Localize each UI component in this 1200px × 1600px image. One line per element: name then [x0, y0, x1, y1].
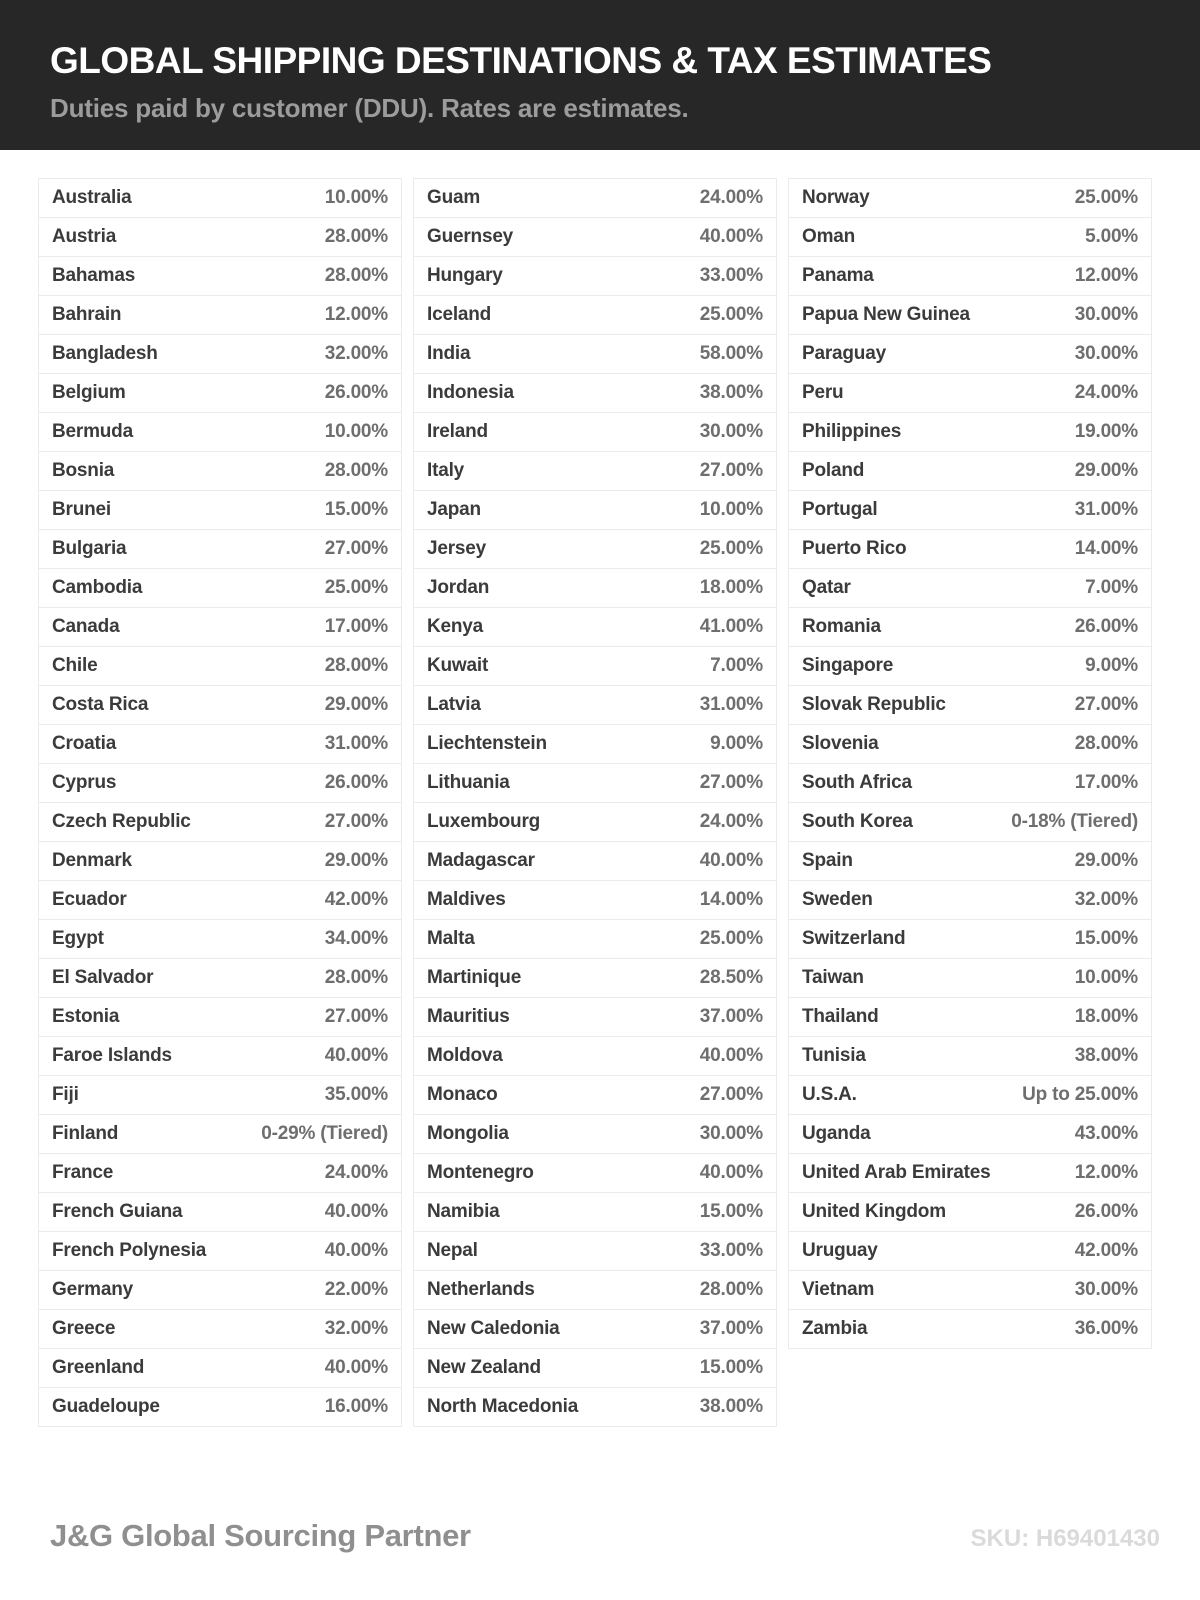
table-row: [788, 413, 1152, 452]
country-name: U.S.A.: [802, 1084, 857, 1105]
country-name: Bahamas: [52, 265, 136, 286]
country-name: Sweden: [802, 889, 873, 910]
rate-value: 40.00%: [324, 1357, 388, 1378]
table-row: [38, 179, 402, 218]
table-row: [413, 530, 777, 569]
country-name: Chile: [52, 655, 98, 676]
country-name: Liechtenstein: [427, 733, 547, 754]
rate-value: 31.00%: [1074, 499, 1138, 520]
rate-value: 17.00%: [324, 616, 388, 637]
country-name: South Korea: [802, 811, 913, 832]
table-row: [413, 764, 777, 803]
table-row: [38, 335, 402, 374]
country-name: Kenya: [427, 616, 484, 637]
rate-value: 33.00%: [699, 265, 763, 286]
rate-value: 36.00%: [1074, 1318, 1138, 1339]
table-row: [788, 1271, 1152, 1310]
rate-value: 30.00%: [1074, 343, 1138, 364]
table-row: [38, 1388, 402, 1427]
rate-value: 40.00%: [324, 1240, 388, 1261]
country-name: Bahrain: [52, 304, 122, 325]
country-name: Canada: [52, 616, 120, 637]
table-row: [413, 1115, 777, 1154]
table-row: [413, 959, 777, 998]
rate-value: 15.00%: [1074, 928, 1138, 949]
rate-value: 43.00%: [1074, 1123, 1138, 1144]
table-row: [413, 1271, 777, 1310]
country-name: United Kingdom: [802, 1201, 946, 1222]
country-name: Fiji: [52, 1084, 79, 1105]
table-row: [788, 1037, 1152, 1076]
rate-value: 26.00%: [324, 382, 388, 403]
country-name: Latvia: [427, 694, 481, 715]
country-name: Panama: [802, 265, 874, 286]
rate-value: 35.00%: [324, 1084, 388, 1105]
country-name: Philippines: [802, 421, 902, 442]
table-row: [788, 881, 1152, 920]
table-row: [413, 998, 777, 1037]
table-row: [413, 842, 777, 881]
rates-column-2: [413, 178, 777, 1427]
table-row: [413, 569, 777, 608]
country-name: Namibia: [427, 1201, 500, 1222]
rate-value: 27.00%: [1074, 694, 1138, 715]
table-row: [788, 569, 1152, 608]
rate-value: 42.00%: [1074, 1240, 1138, 1261]
country-name: Brunei: [52, 499, 111, 520]
rate-value: 28.00%: [699, 1279, 763, 1300]
country-name: Moldova: [427, 1045, 503, 1066]
rate-value: 9.00%: [710, 733, 763, 754]
country-name: Costa Rica: [52, 694, 149, 715]
brand-name: J&G Global Sourcing Partner: [50, 1518, 471, 1553]
table-row: [413, 1388, 777, 1427]
country-name: Ireland: [427, 421, 488, 442]
country-name: Slovak Republic: [802, 694, 946, 715]
country-name: Guam: [427, 187, 481, 208]
rate-value: 29.00%: [1074, 460, 1138, 481]
rate-value: 18.00%: [699, 577, 763, 598]
country-name: Cambodia: [52, 577, 143, 598]
rate-value: 32.00%: [324, 1318, 388, 1339]
table-row: [38, 998, 402, 1037]
page-title: GLOBAL SHIPPING DESTINATIONS & TAX ESTIMATES: [50, 40, 992, 81]
table-row: [788, 1076, 1152, 1115]
rate-value: 29.00%: [324, 850, 388, 871]
table-row: [413, 1076, 777, 1115]
rate-value: 18.00%: [1074, 1006, 1138, 1027]
rate-value: 15.00%: [324, 499, 388, 520]
table-row: [38, 452, 402, 491]
rate-value: 31.00%: [699, 694, 763, 715]
country-name: Slovenia: [802, 733, 879, 754]
country-name: Paraguay: [802, 343, 886, 364]
rate-value: 58.00%: [699, 343, 763, 364]
rate-value: 10.00%: [1074, 967, 1138, 988]
rate-value: 15.00%: [699, 1357, 763, 1378]
country-name: Greenland: [52, 1357, 145, 1378]
country-name: Maldives: [427, 889, 506, 910]
rate-value: 32.00%: [324, 343, 388, 364]
rate-value: 33.00%: [699, 1240, 763, 1261]
rate-value: 42.00%: [324, 889, 388, 910]
country-name: India: [427, 343, 471, 364]
rate-value: 27.00%: [324, 538, 388, 559]
table-row: [788, 803, 1152, 842]
table-row: [38, 296, 402, 335]
rate-value: 40.00%: [699, 226, 763, 247]
country-name: Mongolia: [427, 1123, 509, 1144]
table-row: [413, 1349, 777, 1388]
table-row: [38, 725, 402, 764]
rate-value: 24.00%: [699, 187, 763, 208]
table-row: [788, 218, 1152, 257]
rates-column-1: [38, 178, 402, 1427]
table-row: [38, 1154, 402, 1193]
country-name: Monaco: [427, 1084, 498, 1105]
country-name: Italy: [427, 460, 465, 481]
table-row: [38, 1310, 402, 1349]
rate-value: 22.00%: [324, 1279, 388, 1300]
rate-value: 26.00%: [324, 772, 388, 793]
rate-value: 24.00%: [699, 811, 763, 832]
country-name: Zambia: [802, 1318, 868, 1339]
table-row: [788, 335, 1152, 374]
country-name: Romania: [802, 616, 881, 637]
country-name: Mauritius: [427, 1006, 510, 1027]
table-row: [788, 647, 1152, 686]
table-row: [413, 1232, 777, 1271]
rate-value: 28.00%: [1074, 733, 1138, 754]
table-row: [38, 530, 402, 569]
country-name: Tunisia: [802, 1045, 866, 1066]
rate-value: 17.00%: [1074, 772, 1138, 793]
table-row: [38, 413, 402, 452]
country-name: Jersey: [427, 538, 487, 559]
table-row: [38, 1037, 402, 1076]
country-name: Jordan: [427, 577, 490, 598]
country-name: Croatia: [52, 733, 117, 754]
rate-value: 37.00%: [699, 1006, 763, 1027]
country-name: Egypt: [52, 928, 104, 949]
table-row: [788, 998, 1152, 1037]
rate-value: 12.00%: [1074, 1162, 1138, 1183]
rate-value: 38.00%: [699, 382, 763, 403]
table-row: [413, 608, 777, 647]
rate-value: 27.00%: [699, 1084, 763, 1105]
table-row: [38, 1076, 402, 1115]
table-row: [788, 452, 1152, 491]
country-name: Bulgaria: [52, 538, 127, 559]
table-row: [413, 335, 777, 374]
table-row: [38, 842, 402, 881]
rate-value: 12.00%: [1074, 265, 1138, 286]
table-row: [38, 764, 402, 803]
country-name: Bosnia: [52, 460, 115, 481]
table-row: [788, 1232, 1152, 1271]
rate-value: 30.00%: [1074, 1279, 1138, 1300]
country-name: Malta: [427, 928, 475, 949]
country-name: Papua New Guinea: [802, 304, 970, 325]
rates-tables: [0, 150, 1200, 1427]
table-row: [413, 647, 777, 686]
country-name: Iceland: [427, 304, 492, 325]
table-row: [788, 959, 1152, 998]
country-name: Martinique: [427, 967, 522, 988]
country-name: Cyprus: [52, 772, 117, 793]
country-name: Spain: [802, 850, 853, 871]
table-row: [38, 959, 402, 998]
rate-value: 24.00%: [1074, 382, 1138, 403]
rate-value: 40.00%: [324, 1045, 388, 1066]
table-row: [413, 881, 777, 920]
table-row: [413, 1310, 777, 1349]
country-name: North Macedonia: [427, 1396, 579, 1417]
country-name: Qatar: [802, 577, 851, 598]
table-row: [38, 920, 402, 959]
table-row: [788, 1154, 1152, 1193]
rate-value: 5.00%: [1085, 226, 1138, 247]
footer: [50, 1518, 1160, 1554]
table-row: [38, 608, 402, 647]
rate-value: 25.00%: [699, 928, 763, 949]
table-row: [413, 803, 777, 842]
rate-value: 27.00%: [699, 772, 763, 793]
rate-value: 28.00%: [324, 226, 388, 247]
country-name: Portugal: [802, 499, 878, 520]
country-name: Denmark: [52, 850, 132, 871]
rate-value: 10.00%: [699, 499, 763, 520]
country-name: United Arab Emirates: [802, 1162, 991, 1183]
country-name: Finland: [52, 1123, 119, 1144]
country-name: Singapore: [802, 655, 894, 676]
rate-value: 29.00%: [324, 694, 388, 715]
country-name: South Africa: [802, 772, 912, 793]
country-name: French Polynesia: [52, 1240, 207, 1261]
rate-value: 27.00%: [324, 811, 388, 832]
rate-value: 14.00%: [1074, 538, 1138, 559]
country-name: Lithuania: [427, 772, 510, 793]
table-row: [38, 647, 402, 686]
country-name: Austria: [52, 226, 117, 247]
rate-value: 40.00%: [699, 850, 763, 871]
table-row: [788, 257, 1152, 296]
country-name: Japan: [427, 499, 481, 520]
rate-value: 27.00%: [324, 1006, 388, 1027]
country-name: Greece: [52, 1318, 116, 1339]
rate-value: Up to 25.00%: [1022, 1084, 1138, 1105]
table-row: [38, 491, 402, 530]
country-name: Poland: [802, 460, 865, 481]
table-row: [788, 920, 1152, 959]
rate-value: 27.00%: [699, 460, 763, 481]
table-row: [413, 413, 777, 452]
rate-value: 15.00%: [699, 1201, 763, 1222]
country-name: Norway: [802, 187, 870, 208]
country-name: Switzerland: [802, 928, 906, 949]
table-row: [788, 296, 1152, 335]
country-name: Faroe Islands: [52, 1045, 172, 1066]
sku-label: SKU: H69401430: [970, 1525, 1160, 1552]
rate-value: 16.00%: [324, 1396, 388, 1417]
country-name: Uruguay: [802, 1240, 878, 1261]
table-row: [413, 1154, 777, 1193]
rate-value: 0-18% (Tiered): [1011, 811, 1138, 832]
rate-value: 30.00%: [699, 1123, 763, 1144]
country-name: Kuwait: [427, 655, 489, 676]
rate-value: 25.00%: [1074, 187, 1138, 208]
table-row: [788, 491, 1152, 530]
rate-value: 40.00%: [699, 1045, 763, 1066]
table-row: [413, 1193, 777, 1232]
table-row: [413, 686, 777, 725]
country-name: Madagascar: [427, 850, 535, 871]
rate-value: 25.00%: [699, 538, 763, 559]
table-row: [788, 842, 1152, 881]
rate-value: 7.00%: [710, 655, 763, 676]
country-name: Vietnam: [802, 1279, 875, 1300]
table-row: [413, 374, 777, 413]
country-name: French Guiana: [52, 1201, 183, 1222]
table-row: [38, 1271, 402, 1310]
table-row: [413, 491, 777, 530]
rate-value: 19.00%: [1074, 421, 1138, 442]
country-name: Germany: [52, 1279, 133, 1300]
table-row: [788, 686, 1152, 725]
rate-value: 10.00%: [324, 421, 388, 442]
table-row: [38, 1115, 402, 1154]
table-row: [413, 179, 777, 218]
rate-value: 12.00%: [324, 304, 388, 325]
table-row: [413, 1037, 777, 1076]
country-name: Luxembourg: [427, 811, 541, 832]
country-name: New Zealand: [427, 1357, 541, 1378]
table-row: [38, 218, 402, 257]
rate-value: 7.00%: [1085, 577, 1138, 598]
rate-value: 37.00%: [699, 1318, 763, 1339]
rate-value: 25.00%: [699, 304, 763, 325]
rate-value: 28.00%: [324, 655, 388, 676]
rate-value: 40.00%: [699, 1162, 763, 1183]
rate-value: 25.00%: [324, 577, 388, 598]
table-row: [38, 374, 402, 413]
country-name: Thailand: [802, 1006, 879, 1027]
table-row: [788, 764, 1152, 803]
table-row: [788, 1310, 1152, 1349]
table-row: [413, 257, 777, 296]
rates-column-3: [788, 178, 1152, 1349]
rate-value: 26.00%: [1074, 616, 1138, 637]
country-name: Bangladesh: [52, 343, 158, 364]
table-row: [38, 803, 402, 842]
rate-value: 30.00%: [1074, 304, 1138, 325]
table-row: [38, 569, 402, 608]
table-row: [788, 374, 1152, 413]
rate-value: 29.00%: [1074, 850, 1138, 871]
rate-value: 31.00%: [324, 733, 388, 754]
country-name: Uganda: [802, 1123, 871, 1144]
rate-value: 28.00%: [324, 460, 388, 481]
rate-value: 41.00%: [699, 616, 763, 637]
rate-value: 28.00%: [324, 265, 388, 286]
country-name: Netherlands: [427, 1279, 535, 1300]
rate-value: 24.00%: [324, 1162, 388, 1183]
country-name: Montenegro: [427, 1162, 534, 1183]
country-name: New Caledonia: [427, 1318, 560, 1339]
country-name: Puerto Rico: [802, 538, 907, 559]
country-name: Ecuador: [52, 889, 127, 910]
country-name: Australia: [52, 187, 132, 208]
rate-value: 34.00%: [324, 928, 388, 949]
table-row: [413, 296, 777, 335]
country-name: France: [52, 1162, 114, 1183]
country-name: Nepal: [427, 1240, 478, 1261]
page-subtitle: Duties paid by customer (DDU). Rates are estimates.: [50, 93, 689, 123]
rate-value: 38.00%: [1074, 1045, 1138, 1066]
table-row: [788, 608, 1152, 647]
table-row: [413, 452, 777, 491]
country-name: Taiwan: [802, 967, 864, 988]
country-name: Czech Republic: [52, 811, 191, 832]
rate-value: 28.50%: [699, 967, 763, 988]
rate-value: 28.00%: [324, 967, 388, 988]
rate-value: 0-29% (Tiered): [261, 1123, 388, 1144]
country-name: El Salvador: [52, 967, 154, 988]
table-row: [788, 725, 1152, 764]
table-row: [38, 1193, 402, 1232]
table-row: [788, 1115, 1152, 1154]
country-name: Peru: [802, 382, 844, 403]
rate-value: 38.00%: [699, 1396, 763, 1417]
table-row: [38, 881, 402, 920]
country-name: Indonesia: [427, 382, 514, 403]
country-name: Belgium: [52, 382, 126, 403]
table-row: [413, 725, 777, 764]
rate-value: 26.00%: [1074, 1201, 1138, 1222]
header: [0, 0, 1200, 150]
table-row: [788, 530, 1152, 569]
rate-value: 40.00%: [324, 1201, 388, 1222]
rate-value: 30.00%: [699, 421, 763, 442]
table-row: [38, 1232, 402, 1271]
rate-value: 32.00%: [1074, 889, 1138, 910]
table-row: [38, 257, 402, 296]
country-name: Estonia: [52, 1006, 120, 1027]
table-row: [38, 1349, 402, 1388]
table-row: [788, 1193, 1152, 1232]
table-row: [413, 218, 777, 257]
table-row: [788, 179, 1152, 218]
country-name: Guernsey: [427, 226, 514, 247]
table-row: [413, 920, 777, 959]
rate-value: 10.00%: [324, 187, 388, 208]
rate-value: 14.00%: [699, 889, 763, 910]
table-row: [38, 686, 402, 725]
country-name: Oman: [802, 226, 856, 247]
country-name: Guadeloupe: [52, 1396, 160, 1417]
rate-value: 9.00%: [1085, 655, 1138, 676]
country-name: Bermuda: [52, 421, 133, 442]
country-name: Hungary: [427, 265, 503, 286]
